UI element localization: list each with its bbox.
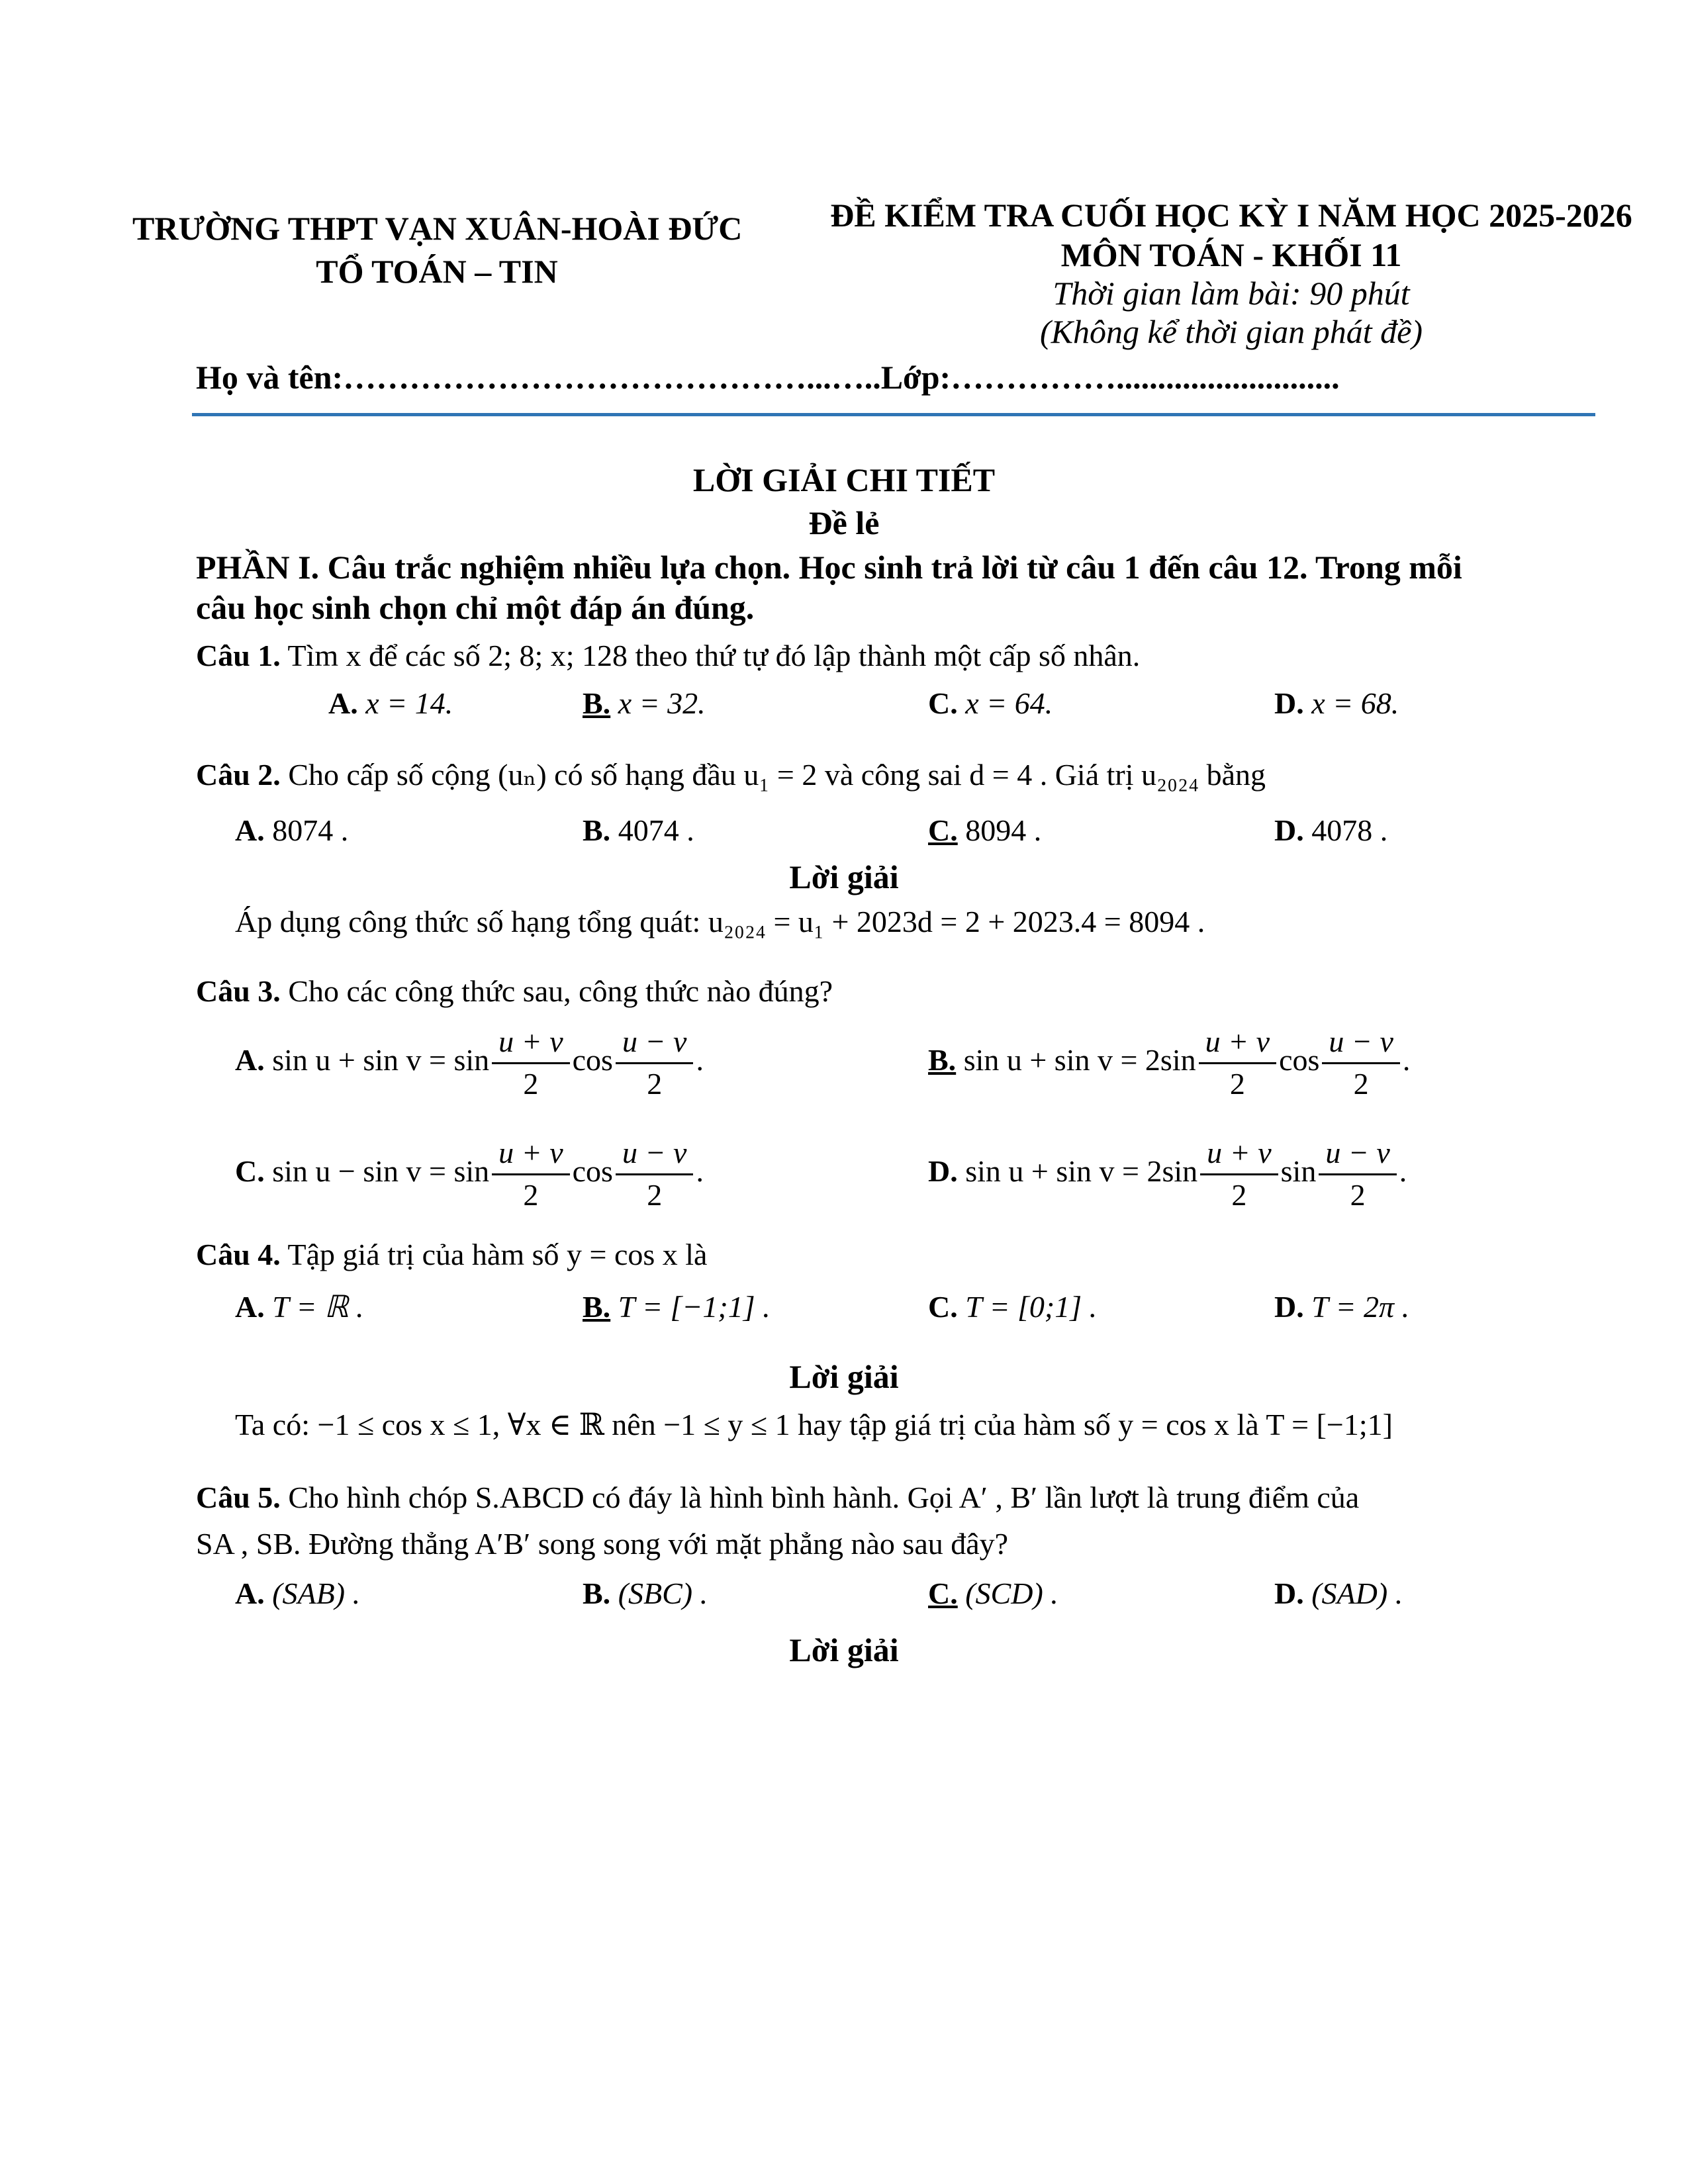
question-label: Câu 5. [196,1480,281,1514]
q3-option-c: C. sin u − sin v = sin $\frac{u + v}{2}$ cos $\frac{u - v}{2}$ . [235,1136,704,1212]
q2-option-c: C. 8094 . [928,813,1042,847]
part1-heading-line1: PHẦN I. Câu trắc nghiệm nhiều lựa chọn. Học sinh trả lời từ câu 1 đến câu 12. Trong mỗi [196,549,1462,586]
question-2 [196,760,1266,790]
question-5-line2: SA , SB. Đường thẳng A′B′ song song với mặt phẳng nào sau đây? [196,1527,1009,1561]
q3-option-b: B. sin u + sin v = 2sin $\frac{u + v}{2}$ cos $\frac{u - v}{2}$ . [928,1024,1411,1101]
q3-option-a: A. sin u + sin v = sin $\frac{u + v}{2}$ cos $\frac{u - v}{2}$ . [235,1024,704,1101]
q5-option-c: C. (SCD) . [928,1576,1058,1610]
q1-option-b: B. x = 32. [583,686,706,720]
q4-solution: Ta có: −1 ≤ cos x ≤ 1, ∀x ∈ ℝ nên −1 ≤ y ≤ 1 hay tập giá trị của hàm số y = cos x là T = [−1;1] [235,1408,1393,1441]
q2-option-b: B. 4074 . [583,813,694,847]
part1-heading-line2: câu học sinh chọn chỉ một đáp án đúng. [196,589,755,626]
header-divider [192,413,1595,416]
question-1 [196,641,1140,671]
q5-solution-heading: Lời giải [789,1631,899,1668]
question-text: Cho cấp số cộng (uₙ) có số hạng đầu u₁ = 2 và công sai d = 4 . Giá trị u₂₀₂₄ bằng [288,758,1266,792]
question-text: Cho các công thức sau, công thức nào đúng? [288,974,833,1008]
question-label: Câu 3. [196,974,281,1008]
q5-option-d: D. (SAD) . [1274,1576,1403,1610]
q2-solution-heading: Lời giải [789,858,899,895]
q4-option-b: B. T = [−1;1] . [583,1290,771,1324]
question-3 [196,976,833,1007]
solution-title: LỜI GIẢI CHI TIẾT [692,461,996,498]
q3-option-d: D. sin u + sin v = 2sin $\frac{u + v}{2}$ sin $\frac{u - v}{2}$ . [928,1136,1407,1212]
q4-option-d: D. T = 2π . [1274,1290,1410,1324]
q1-option-c: C. x = 64. [928,686,1053,720]
q5-option-a: A. (SAB) . [235,1576,361,1610]
question-label: Câu 2. [196,758,281,792]
q4-option-a: A. T = ℝ . [235,1290,364,1324]
q2-option-a: A. 8074 . [235,813,349,847]
q4-option-c: C. T = [0;1] . [928,1290,1098,1324]
question-text: Tìm x để các số 2; 8; x; 128 theo thứ tự đó lập thành một cấp số nhân. [287,639,1141,672]
exam-note: (Không kể thời gian phát đề) [1040,313,1423,350]
exam-variant: Đề lẻ [808,504,880,541]
q1-option-d: D. x = 68. [1274,686,1399,720]
question-text: Cho hình chóp S.ABCD có đáy là hình bình hành. Gọi A′ , B′ lần lượt là trung điểm của [288,1480,1360,1514]
school-name: TRƯỜNG THPT VẠN XUÂN-HOÀI ĐỨC [132,210,743,247]
q1-option-a: A. x = 14. [328,686,453,720]
question-label: Câu 4. [196,1238,281,1271]
exam-duration: Thời gian làm bài: 90 phút [1053,275,1410,312]
q5-option-b: B. (SBC) . [583,1576,708,1610]
exam-subject: MÔN TOÁN - KHỐI 11 [1060,236,1402,273]
department-name: TỔ TOÁN – TIN [316,253,558,290]
q4-solution-heading: Lời giải [789,1358,899,1395]
question-label: Câu 1. [196,639,281,672]
question-text: Tập giá trị của hàm số y = cos x là [287,1238,708,1271]
q2-option-d: D. 4078 . [1274,813,1388,847]
question-5 [196,1482,1359,1513]
exam-title: ĐỀ KIỂM TRA CUỐI HỌC KỲ I NĂM HỌC 2025-2026 [830,197,1632,234]
question-4 [196,1240,707,1270]
student-info-line: Họ và tên:……………………………………...…..Lớp:……………........................... [196,359,1340,396]
q2-solution: Áp dụng công thức số hạng tổng quát: u₂₀₂₄ = u₁ + 2023d = 2 + 2023.4 = 8094 . [235,905,1205,938]
